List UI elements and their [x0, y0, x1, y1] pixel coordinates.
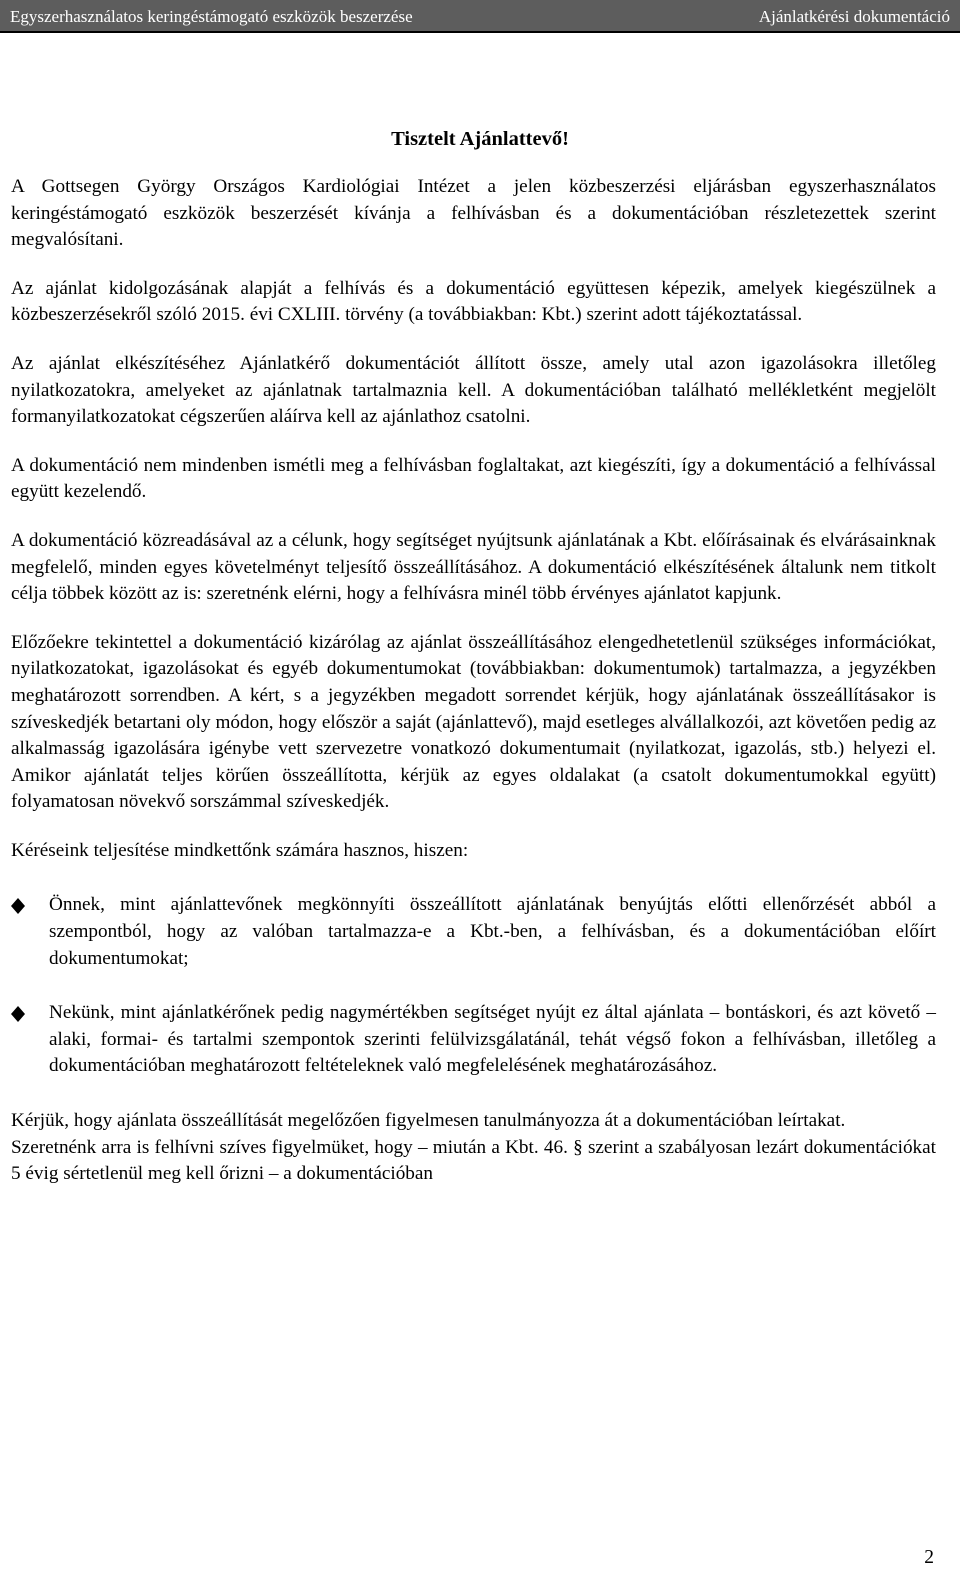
- list-item: [11, 892, 936, 972]
- bullet-text: Önnek, mint ajánlattevőnek megkönnyíti összeállított ajánlatának benyújtás előtti ellenőrzését abból a szempontból, hogy az valóban tartalmazza-e a Kbt.-ben, a felhívásban, és a dokumentációban előírt dokumentumokat;: [49, 894, 936, 969]
- list-item: [11, 1000, 936, 1080]
- paragraph-order: Előzőekre tekintettel a dokumentáció kizárólag az ajánlat összeállításához elengedhetetlenül szükséges információkat, nyilatkozatokat, igazolásokat és egyéb dokumentumokat (továbbiakban: dokumentumok) tartalmazza, a jegyzékben meghatározott sorrendben. A kért, s a jegyzékben megadott sorrendet kérjük, hogy ajánlatának összeállításakor is szíveskedjék betartani oly módon, hogy először a saját (ajánlattevő), majd esetleges alvállalkozói, azt követően pedig az alkalmasság igazolására igénybe vett szervezetre vonatkozó dokumentumait (nyilatkozat, igazolás, stb.) helyezi el. Amikor ajánlatát teljes körűen összeállította, kérjük az egyes oldalakat (a csatolt dokumentumokkal együtt) folyamatosan növekvő sorszámmal szíveskedjék.: [11, 631, 936, 813]
- bullet-text: Nekünk, mint ajánlatkérőnek pedig nagymértékben segítséget nyújt ez által ajánlata – bontáskori, és azt követő – alaki, formai- és tartalmi szempontok szerinti felülvizsgálatánál, tehát végső fokon a felhívásban, illetőleg a dokumentációban meghatározott feltételeknek való megfelelésének meghatározásához.: [49, 1002, 936, 1077]
- paragraph-retention: Szeretnénk arra is felhívni szíves figyelmüket, hogy – miután a Kbt. 46. § szerint a szabályosan lezárt dokumentációkat 5 évig sértetlenül meg kell őrizni – a dokumentációban: [11, 1136, 936, 1185]
- document-body: [11, 174, 936, 1188]
- paragraph-benefits-intro: Kéréseink teljesítése mindkettőnk számára hasznos, hiszen:: [11, 839, 469, 861]
- diamond-bullet-icon: [11, 1006, 25, 1022]
- paragraph-supplement: A dokumentáció nem mindenben ismétli meg a felhívásban foglaltakat, azt kiegészíti, így a dokumentáció a felhívással együtt kezelendő.: [11, 454, 936, 503]
- diamond-bullet-icon: [11, 898, 25, 914]
- page-number: 2: [924, 1547, 934, 1568]
- running-header: [0, 0, 960, 33]
- header-document-subject: Egyszerhasználatos keringéstámogató eszközök beszerzése: [10, 7, 413, 26]
- paragraph-basis: Az ajánlat kidolgozásának alapját a felhívás és a dokumentáció együttesen képezik, amelyek kiegészülnek a közbeszerzésekről szóló 2015. évi CXLIII. törvény (a továbbiakban: Kbt.) szerint adott tájékoztatással.: [11, 277, 936, 326]
- paragraph-documentation: Az ajánlat elkészítéséhez Ajánlatkérő dokumentációt állított össze, amely utal azon igazolásokra illetőleg nyilatkozatokra, amelyeket az ajánlatnak tartalmaznia kell. A dokumentációban található mellékletként megjelölt formanyilatkozatokat cégszerűen aláírva kell az ajánlathoz csatolni.: [11, 352, 936, 428]
- header-document-type: Ajánlatkérési dokumentáció: [758, 7, 950, 26]
- paragraph-purpose: A dokumentáció közreadásával az a célunk, hogy segítséget nyújtsunk ajánlatának a Kbt. előírásainak és elvárásainknak megfelelő, minden egyes követelményt teljesítő összeállításához. A dokumentáció elkészítésének általunk nem titkolt célja többek között az is: szeretnénk elérni, hogy a felhívásra minél több érvényes ajánlatot kapjunk.: [11, 529, 936, 605]
- paragraph-study: Kérjük, hogy ajánlata összeállítását megelőzően figyelmesen tanulmányozza át a dokumentációban leírtakat.: [11, 1110, 846, 1132]
- paragraph-intro: A Gottsegen György Országos Kardiológiai Intézet a jelen közbeszerzési eljárásban egyszerhasználatos keringéstámogató eszközök beszerzését kívánja a felhívásban és a dokumentációban részletezettek szerint megvalósítani.: [11, 176, 936, 251]
- salutation-heading: Tisztelt Ajánlattevő!: [391, 128, 569, 150]
